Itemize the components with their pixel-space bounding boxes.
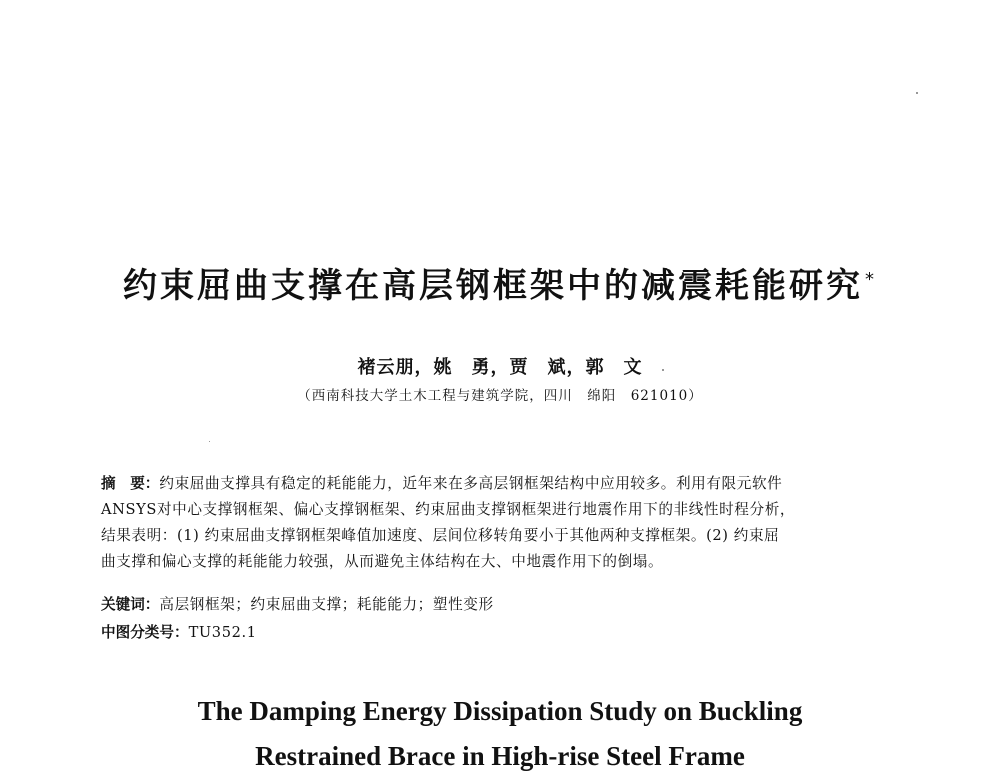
scan-speck — [916, 92, 918, 94]
title-footnote-mark: * — [865, 268, 877, 290]
abstract-line: 曲支撑和偏心支撑的耗能能力较强，从而避免主体结构在大、中地震作用下的倒塌。 — [101, 553, 664, 570]
keywords-label: 关键词： — [101, 596, 160, 613]
chinese-title — [0, 258, 1000, 307]
classification-number — [101, 621, 257, 642]
abstract — [101, 471, 903, 575]
english-title — [0, 689, 1000, 779]
abstract-line-text: 约束屈曲支撑具有稳定的耗能能力，近年来在多高层钢框架结构中应用较多。利用有限元软件 — [159, 475, 783, 492]
classification-label: 中图分类号： — [101, 624, 189, 641]
affiliation: （西南科技大学土木工程与建筑学院，四川 绵阳 621010） — [297, 388, 703, 404]
authors: 褚云朋，姚 勇，贾 斌，郭 文 — [357, 357, 643, 378]
classification-text: TU352.1 — [188, 624, 257, 641]
abstract-line — [101, 471, 903, 497]
abstract-line: 结果表明：(1) 约束屈曲支撑钢框架峰值加速度、层间位移转角要小于其他两种支撑框架。(2) 约束屈 — [101, 527, 780, 544]
abstract-line: ANSYS对中心支撑钢框架、偏心支撑钢框架、约束屈曲支撑钢框架进行地震作用下的非线性时程分析， — [101, 501, 796, 518]
keywords — [101, 593, 494, 614]
english-title-line-2: Restrained Brace in High-rise Steel Frame — [255, 741, 745, 771]
english-title-line-1: The Damping Energy Dissipation Study on Buckling — [197, 696, 803, 726]
keywords-text: 高层钢框架；约束屈曲支撑；耗能能力；塑性变形 — [159, 596, 494, 613]
scan-speck — [209, 441, 210, 442]
chinese-title-text: 约束屈曲支撑在高层钢框架中的减震耗能研究 — [123, 266, 863, 306]
abstract-label: 摘 要： — [101, 475, 160, 492]
